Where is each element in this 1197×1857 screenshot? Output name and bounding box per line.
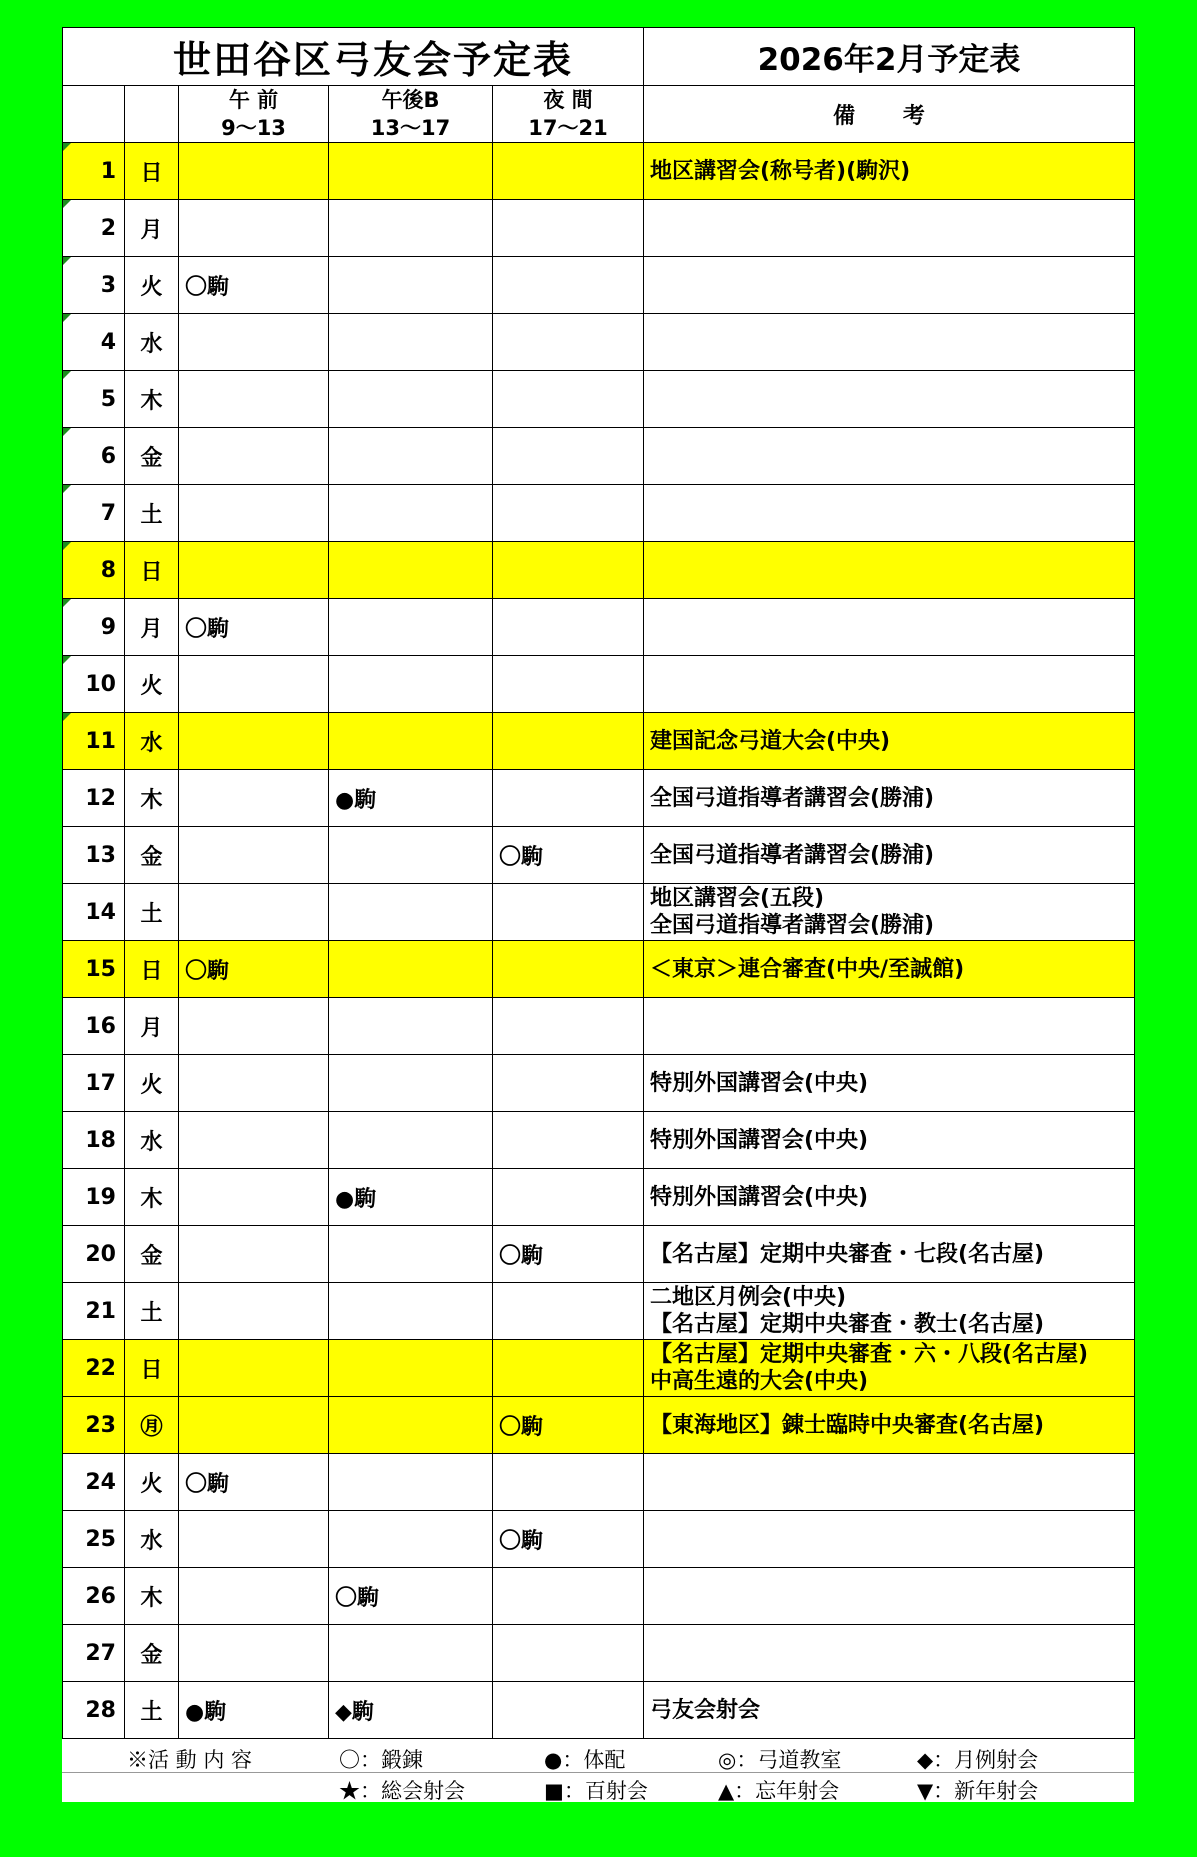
day-of-week: 火 (125, 1454, 179, 1511)
day-date (63, 143, 125, 200)
note-line: 特別外国講習会(中央) (650, 1127, 869, 1153)
day-of-week: 木 (125, 371, 179, 428)
day-notes (644, 371, 1135, 428)
day-of-week: 日 (125, 1340, 179, 1397)
header-dow (125, 86, 179, 143)
day-date (63, 770, 125, 827)
day-date (63, 1283, 125, 1340)
table-row (63, 200, 1135, 257)
day-date-label: 4 (100, 329, 116, 355)
day-notes (644, 1682, 1135, 1739)
table-row (63, 143, 1135, 200)
comment-marker-icon (63, 314, 71, 322)
day-date (63, 713, 125, 770)
slot-night (493, 1055, 644, 1112)
day-of-week: 水 (125, 1511, 179, 1568)
table-row (63, 1625, 1135, 1682)
note-line: 建国記念弓道大会(中央) (650, 728, 891, 754)
day-date-label: 12 (85, 785, 116, 811)
day-notes (644, 1055, 1135, 1112)
day-date (63, 200, 125, 257)
slot-pm: ◆駒 (329, 1682, 493, 1739)
header-am-time: 9～13 (221, 116, 286, 140)
day-date (63, 656, 125, 713)
day-date (63, 428, 125, 485)
day-of-week: ㊊ (125, 1397, 179, 1454)
slot-night (493, 314, 644, 371)
slot-pm (329, 257, 493, 314)
legend-item: ▼：新年射会 (917, 1779, 1039, 1803)
day-of-week: 日 (125, 143, 179, 200)
slot-am (179, 713, 329, 770)
slot-pm (329, 884, 493, 941)
day-date-label: 14 (85, 899, 116, 925)
slot-am (179, 998, 329, 1055)
day-date (63, 1568, 125, 1625)
day-date-label: 7 (100, 500, 116, 526)
legend-item: ■：百射会 (544, 1779, 648, 1803)
day-of-week: 金 (125, 827, 179, 884)
comment-marker-icon (63, 599, 71, 607)
legend-item: ★：総会射会 (339, 1779, 465, 1803)
day-date-label: 21 (85, 1298, 116, 1324)
day-of-week: 日 (125, 542, 179, 599)
day-notes (644, 542, 1135, 599)
slot-am: 〇駒 (179, 257, 329, 314)
day-date (63, 1682, 125, 1739)
table-row (63, 599, 1135, 656)
header-pm-label: 午後B (381, 88, 440, 112)
day-notes (644, 1283, 1135, 1340)
schedule-body (63, 28, 1135, 1739)
title-row (63, 28, 1135, 86)
day-date-label: 5 (100, 386, 116, 412)
header-notes: 備 考 (644, 86, 1135, 143)
slot-am (179, 1511, 329, 1568)
day-of-week: 金 (125, 428, 179, 485)
slot-am (179, 485, 329, 542)
slot-pm (329, 599, 493, 656)
slot-night (493, 884, 644, 941)
slot-am (179, 1226, 329, 1283)
slot-pm (329, 656, 493, 713)
header-pm (329, 86, 493, 143)
table-row (63, 770, 1135, 827)
day-notes (644, 941, 1135, 998)
slot-pm (329, 1511, 493, 1568)
table-row (63, 542, 1135, 599)
day-date (63, 884, 125, 941)
table-row (63, 1283, 1135, 1340)
day-notes (644, 1226, 1135, 1283)
day-notes (644, 1397, 1135, 1454)
day-notes (644, 257, 1135, 314)
comment-marker-icon (63, 257, 71, 265)
legend-item: ●：体配 (544, 1748, 626, 1772)
table-row (63, 428, 1135, 485)
slot-night (493, 1682, 644, 1739)
slot-pm (329, 1397, 493, 1454)
slot-night: 〇駒 (493, 1226, 644, 1283)
day-date-label: 28 (85, 1697, 116, 1723)
slot-am (179, 1568, 329, 1625)
day-date (63, 1340, 125, 1397)
legend (62, 1742, 1134, 1802)
day-of-week: 木 (125, 770, 179, 827)
schedule-sheet (62, 27, 1134, 1802)
comment-marker-icon (63, 656, 71, 664)
slot-night (493, 1169, 644, 1226)
day-of-week: 火 (125, 257, 179, 314)
slot-night (493, 1454, 644, 1511)
slot-am: 〇駒 (179, 599, 329, 656)
comment-marker-icon (63, 143, 71, 151)
day-date-label: 6 (100, 443, 116, 469)
table-row (63, 1055, 1135, 1112)
day-date-label: 17 (85, 1070, 116, 1096)
note-line: 全国弓道指導者講習会(勝浦) (650, 913, 935, 938)
slot-pm (329, 998, 493, 1055)
day-of-week: 月 (125, 998, 179, 1055)
day-notes (644, 1568, 1135, 1625)
slot-pm (329, 200, 493, 257)
day-of-week: 土 (125, 485, 179, 542)
table-row (63, 314, 1135, 371)
day-date-label: 15 (85, 956, 116, 982)
slot-pm (329, 143, 493, 200)
slot-pm (329, 1283, 493, 1340)
day-notes (644, 656, 1135, 713)
legend-item: ◎：弓道教室 (718, 1748, 842, 1772)
day-date (63, 1397, 125, 1454)
legend-item: ◆：月例射会 (917, 1748, 1039, 1772)
slot-am (179, 200, 329, 257)
month-title: 2026年2月予定表 (644, 28, 1135, 86)
table-row (63, 656, 1135, 713)
slot-am (179, 656, 329, 713)
day-notes (644, 485, 1135, 542)
slot-night (493, 485, 644, 542)
table-row (63, 1568, 1135, 1625)
day-date (63, 485, 125, 542)
schedule-table (62, 27, 1135, 1739)
table-row (63, 257, 1135, 314)
slot-am (179, 542, 329, 599)
slot-am (179, 1340, 329, 1397)
slot-am: ●駒 (179, 1682, 329, 1739)
day-notes (644, 200, 1135, 257)
slot-am (179, 1055, 329, 1112)
slot-pm (329, 941, 493, 998)
note-line: ＜東京＞連合審査(中央/至誠館) (650, 956, 965, 982)
day-of-week: 水 (125, 314, 179, 371)
table-row (63, 1682, 1135, 1739)
note-line: 全国弓道指導者講習会(勝浦) (650, 842, 935, 868)
slot-am (179, 1169, 329, 1226)
day-date (63, 1112, 125, 1169)
day-date-label: 24 (85, 1469, 116, 1495)
day-notes (644, 1112, 1135, 1169)
slot-am (179, 428, 329, 485)
slot-am (179, 1625, 329, 1682)
slot-night: 〇駒 (493, 1511, 644, 1568)
day-date-label: 8 (100, 557, 116, 583)
day-of-week: 水 (125, 713, 179, 770)
day-date-label: 16 (85, 1013, 116, 1039)
table-row (63, 485, 1135, 542)
day-notes (644, 713, 1135, 770)
day-notes (644, 884, 1135, 941)
slot-night (493, 1112, 644, 1169)
header-night (493, 86, 644, 143)
note-line: 特別外国講習会(中央) (650, 1184, 869, 1210)
comment-marker-icon (63, 713, 71, 721)
note-line: 全国弓道指導者講習会(勝浦) (650, 785, 935, 811)
slot-night (493, 1340, 644, 1397)
day-notes (644, 1169, 1135, 1226)
day-of-week: 土 (125, 1283, 179, 1340)
comment-marker-icon (63, 371, 71, 379)
slot-am (179, 827, 329, 884)
note-line: 地区講習会(称号者)(駒沢) (650, 158, 911, 184)
day-date-label: 27 (85, 1640, 116, 1666)
table-row (63, 713, 1135, 770)
day-notes (644, 314, 1135, 371)
slot-pm (329, 1340, 493, 1397)
header-pm-time: 13～17 (370, 116, 451, 140)
slot-night (493, 542, 644, 599)
slot-pm (329, 314, 493, 371)
day-date (63, 371, 125, 428)
table-row (63, 941, 1135, 998)
legend-item: ▲：忘年射会 (718, 1779, 840, 1803)
day-date (63, 1055, 125, 1112)
slot-pm (329, 371, 493, 428)
slot-pm (329, 485, 493, 542)
table-row (63, 1112, 1135, 1169)
note-line: 【東海地区】錬士臨時中央審査(名古屋) (650, 1412, 1045, 1438)
day-of-week: 土 (125, 1682, 179, 1739)
slot-am (179, 1112, 329, 1169)
header-row (63, 86, 1135, 143)
day-date (63, 542, 125, 599)
day-of-week: 日 (125, 941, 179, 998)
day-notes (644, 1511, 1135, 1568)
legend-item: 〇：鍛錬 (339, 1748, 423, 1772)
day-of-week: 木 (125, 1169, 179, 1226)
day-notes (644, 770, 1135, 827)
day-notes (644, 428, 1135, 485)
day-date-label: 19 (85, 1184, 116, 1210)
day-date-label: 1 (100, 158, 116, 184)
slot-night (493, 941, 644, 998)
note-line: 特別外国講習会(中央) (650, 1070, 869, 1096)
slot-night (493, 770, 644, 827)
day-of-week: 月 (125, 599, 179, 656)
legend-divider (62, 1772, 1134, 1773)
header-am-label: 午 前 (228, 88, 279, 112)
slot-night (493, 200, 644, 257)
slot-night (493, 599, 644, 656)
note-line: 弓友会射会 (650, 1697, 761, 1723)
slot-night (493, 1283, 644, 1340)
day-date-label: 23 (85, 1412, 116, 1438)
day-notes (644, 1625, 1135, 1682)
day-of-week: 月 (125, 200, 179, 257)
slot-pm (329, 1055, 493, 1112)
day-of-week: 火 (125, 1055, 179, 1112)
slot-am (179, 371, 329, 428)
slot-night (493, 998, 644, 1055)
table-row (63, 1169, 1135, 1226)
day-of-week: 金 (125, 1226, 179, 1283)
slot-night (493, 257, 644, 314)
day-notes (644, 998, 1135, 1055)
slot-pm: ●駒 (329, 1169, 493, 1226)
day-date-label: 22 (85, 1355, 116, 1381)
day-date (63, 257, 125, 314)
slot-pm (329, 827, 493, 884)
day-date-label: 3 (100, 272, 116, 298)
day-of-week: 土 (125, 884, 179, 941)
slot-pm: ●駒 (329, 770, 493, 827)
note-line: 中高生遠的大会(中央) (650, 1369, 869, 1394)
slot-night (493, 371, 644, 428)
slot-night: 〇駒 (493, 827, 644, 884)
slot-night (493, 1625, 644, 1682)
comment-marker-icon (63, 200, 71, 208)
day-date (63, 1454, 125, 1511)
slot-am: 〇駒 (179, 941, 329, 998)
day-date (63, 1511, 125, 1568)
slot-am (179, 1397, 329, 1454)
slot-am (179, 884, 329, 941)
note-line: 地区講習会(五段) (650, 886, 825, 911)
comment-marker-icon (63, 542, 71, 550)
table-row (63, 884, 1135, 941)
header-date (63, 86, 125, 143)
day-of-week: 金 (125, 1625, 179, 1682)
slot-night: 〇駒 (493, 1397, 644, 1454)
day-date-label: 13 (85, 842, 116, 868)
table-row (63, 1226, 1135, 1283)
day-notes (644, 599, 1135, 656)
note-line: 【名古屋】定期中央審査・教士(名古屋) (650, 1312, 1045, 1337)
day-date-label: 26 (85, 1583, 116, 1609)
day-date-label: 25 (85, 1526, 116, 1552)
slot-am (179, 314, 329, 371)
day-date (63, 998, 125, 1055)
slot-am (179, 1283, 329, 1340)
day-date-label: 11 (85, 728, 116, 754)
comment-marker-icon (63, 485, 71, 493)
day-date (63, 827, 125, 884)
slot-am: 〇駒 (179, 1454, 329, 1511)
slot-am (179, 143, 329, 200)
day-date-label: 18 (85, 1127, 116, 1153)
slot-pm (329, 1454, 493, 1511)
day-notes (644, 1340, 1135, 1397)
table-row (63, 998, 1135, 1055)
header-night-time: 17～21 (528, 116, 608, 140)
day-date-label: 10 (85, 671, 116, 697)
table-row (63, 371, 1135, 428)
note-line: 【名古屋】定期中央審査・七段(名古屋) (650, 1241, 1045, 1267)
slot-pm (329, 713, 493, 770)
header-am (179, 86, 329, 143)
day-date (63, 599, 125, 656)
comment-marker-icon (63, 428, 71, 436)
slot-night (493, 1568, 644, 1625)
page-title: 世田谷区弓友会予定表 (63, 28, 644, 86)
slot-night (493, 656, 644, 713)
slot-pm (329, 542, 493, 599)
day-date (63, 314, 125, 371)
header-night-label: 夜 間 (543, 88, 593, 112)
day-date (63, 1169, 125, 1226)
table-row (63, 1340, 1135, 1397)
table-row (63, 1454, 1135, 1511)
day-date-label: 20 (85, 1241, 116, 1267)
day-date (63, 941, 125, 998)
slot-night (493, 428, 644, 485)
legend-intro: ※活 動 内 容 (127, 1748, 253, 1772)
note-line: 二地区月例会(中央) (650, 1285, 847, 1310)
slot-am (179, 770, 329, 827)
day-of-week: 水 (125, 1112, 179, 1169)
slot-night (493, 713, 644, 770)
slot-pm (329, 428, 493, 485)
day-notes (644, 1454, 1135, 1511)
table-row (63, 1397, 1135, 1454)
day-date (63, 1625, 125, 1682)
note-line: 【名古屋】定期中央審査・六・八段(名古屋) (650, 1342, 1089, 1367)
table-row (63, 1511, 1135, 1568)
day-of-week: 火 (125, 656, 179, 713)
table-row (63, 827, 1135, 884)
slot-night (493, 143, 644, 200)
day-date-label: 2 (100, 215, 116, 241)
day-date-label: 9 (100, 614, 116, 640)
slot-pm (329, 1112, 493, 1169)
day-date (63, 1226, 125, 1283)
day-notes (644, 143, 1135, 200)
day-notes (644, 827, 1135, 884)
slot-pm (329, 1625, 493, 1682)
day-of-week: 木 (125, 1568, 179, 1625)
slot-pm (329, 1226, 493, 1283)
slot-pm: 〇駒 (329, 1568, 493, 1625)
